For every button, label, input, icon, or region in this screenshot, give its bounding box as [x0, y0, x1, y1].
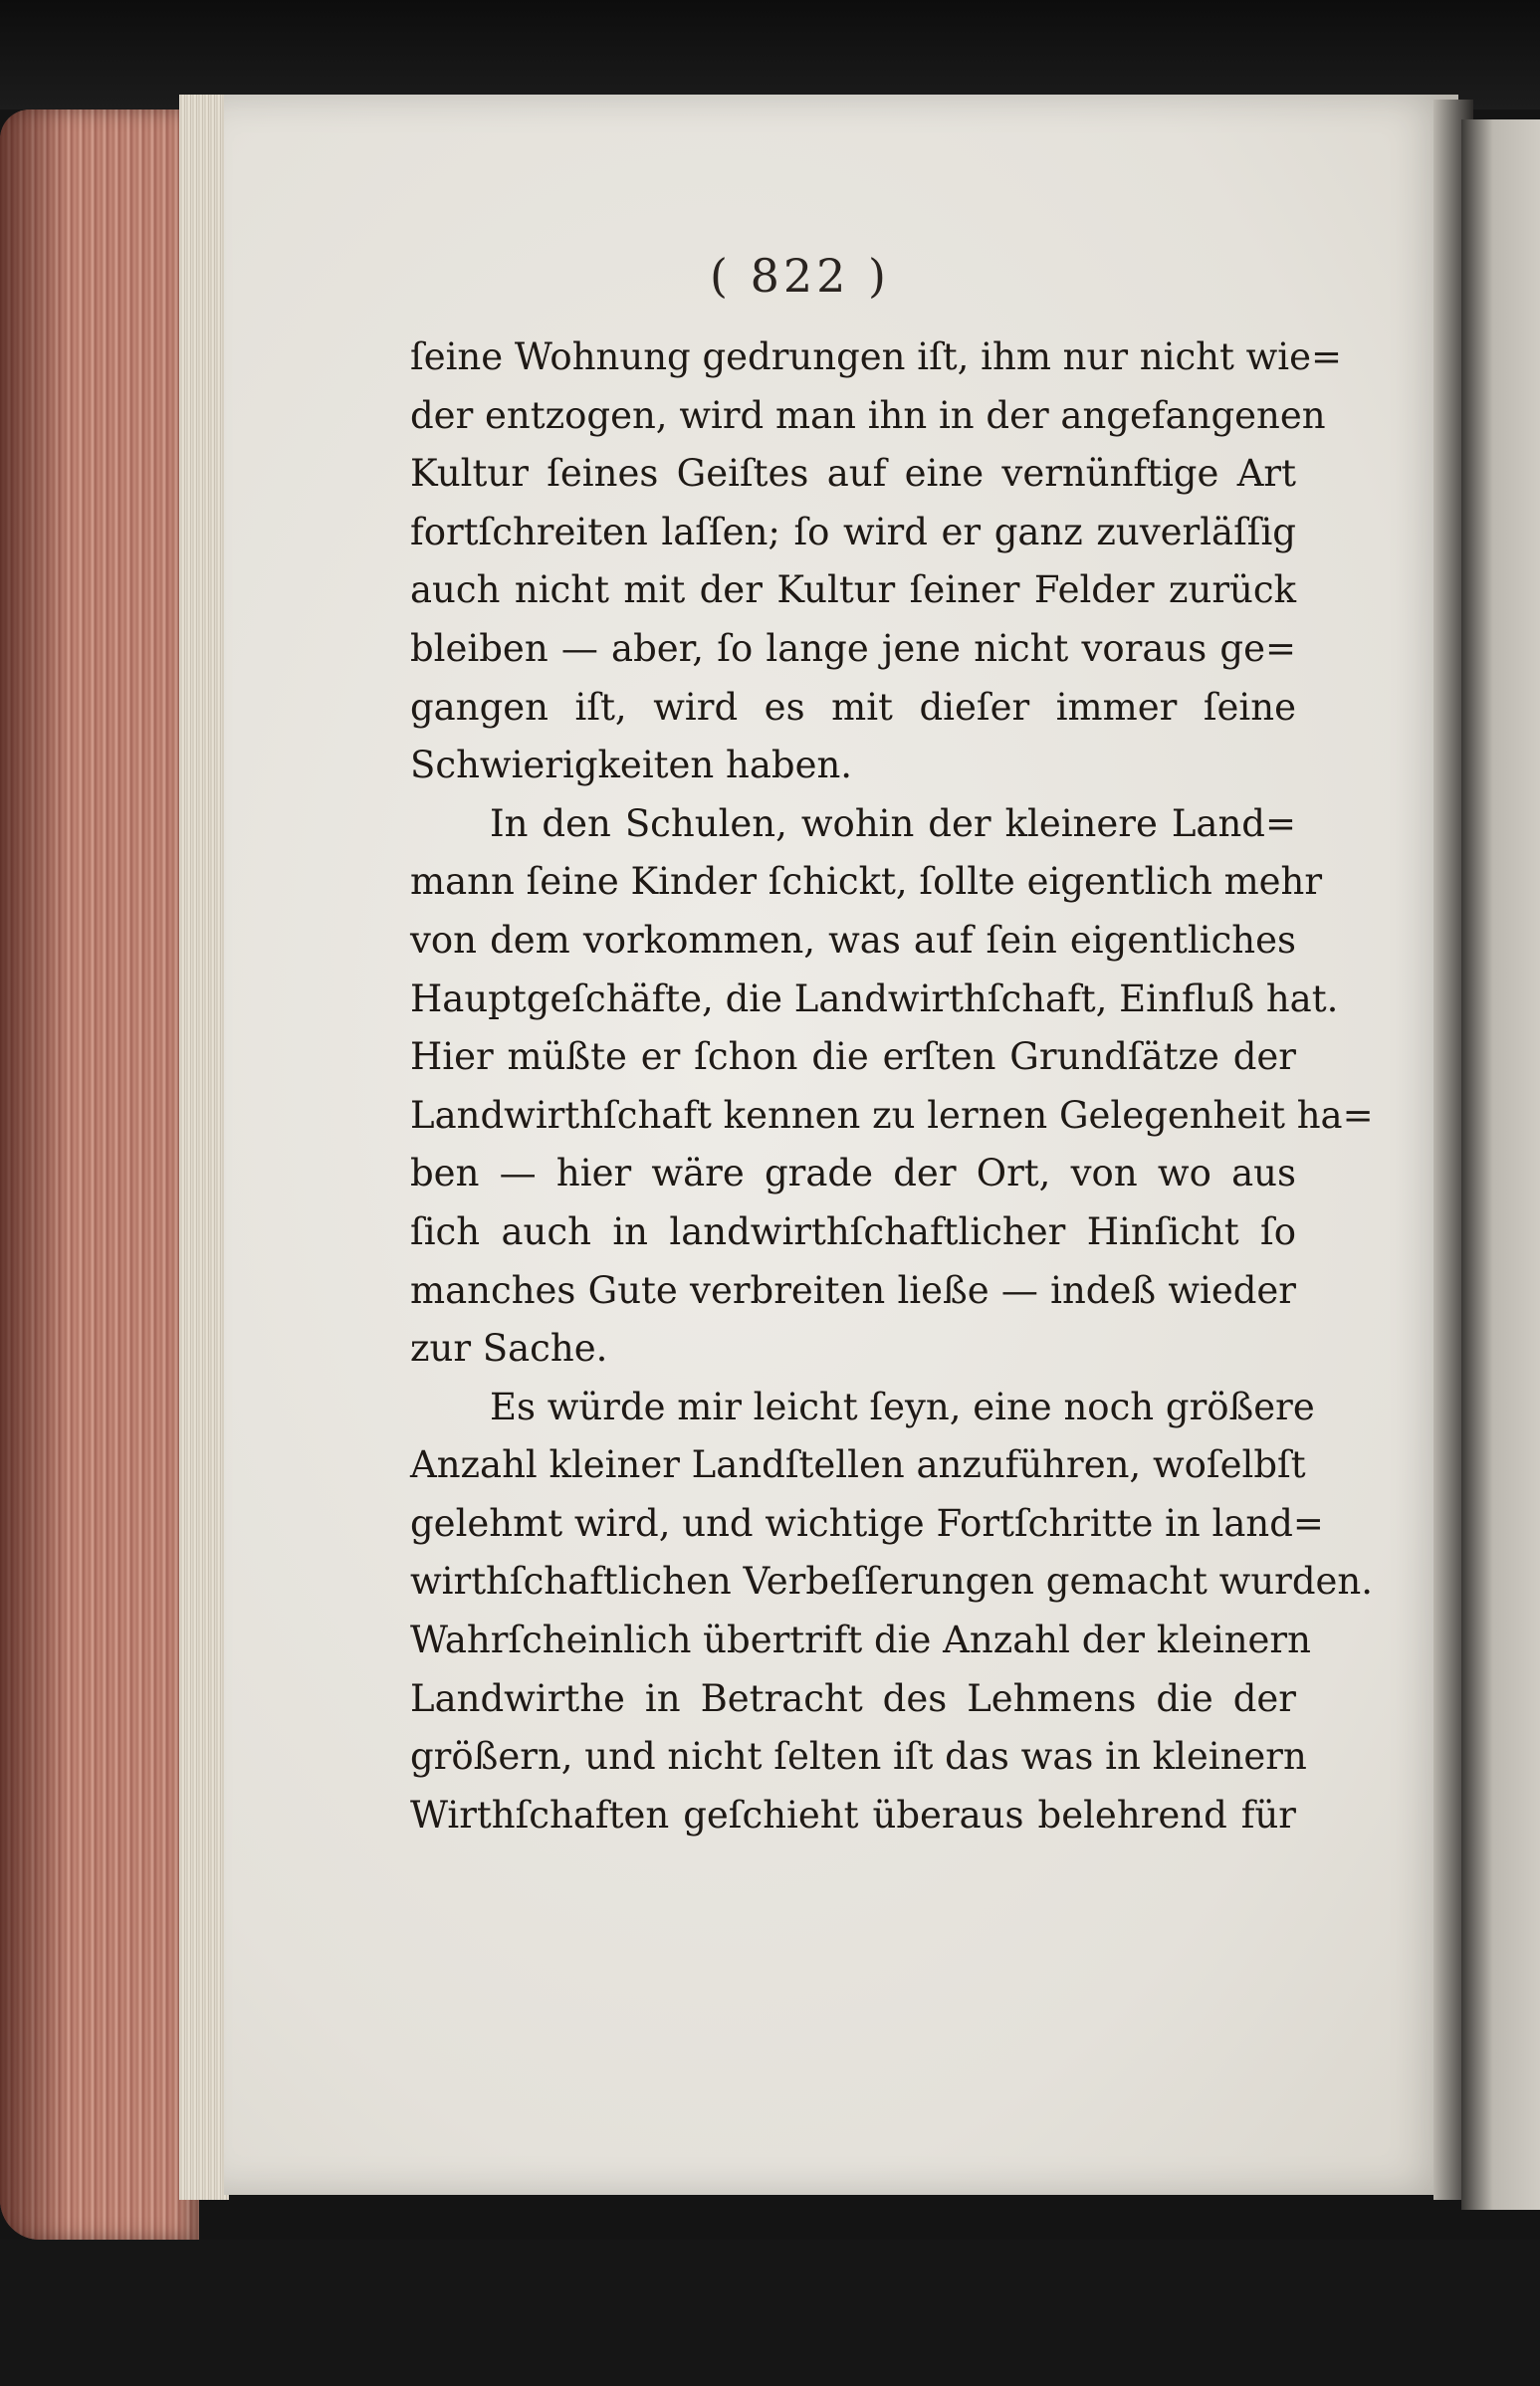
text-line: In den Schulen, wohin der kleinere Land= [490, 801, 1296, 845]
text-line: ſeine Wohnung gedrungen iſt, ihm nur nicht wie= [410, 335, 1343, 378]
text-line: zur Sache. [410, 1327, 608, 1371]
page-edges-shade [0, 109, 70, 2240]
text-line: Es würde mir leicht ſeyn, eine noch größere [490, 1385, 1315, 1428]
text-line: Kultur ſeines Geiſtes auf eine vernünftige Art [410, 452, 1296, 496]
text-line: Wirthſchaften geſchieht überaus belehrend für [410, 1793, 1296, 1837]
text-line: der entzogen, wird man ihn in der angefangenen [410, 393, 1326, 437]
text-line: manches Gute verbreiten ließe — indeß wieder [410, 1268, 1296, 1312]
text-line: von dem vorkommen, was auf ſein eigentliches [410, 918, 1296, 962]
text-line: mann ſeine Kinder ſchickt, ſollte eigentlich mehr [410, 860, 1323, 904]
text-line: Hauptgeſchäfte, die Landwirthſchaft, Einfluß hat. [410, 976, 1339, 1020]
inner-page-edges [179, 95, 229, 2200]
page-number: ( 822 ) [710, 249, 890, 303]
text-line: Wahrſcheinlich übertrift die Anzahl der kleinern [410, 1619, 1311, 1662]
text-line: fortſchreiten laſſen; ſo wird er ganz zuverläſſig [410, 510, 1296, 553]
text-line: Landwirthſchaft kennen zu lernen Gelegenheit ha= [410, 1093, 1374, 1137]
text-line: Schwierigkeiten haben. [410, 744, 853, 787]
text-line: auch nicht mit der Kultur ſeiner Felder zurück [410, 568, 1296, 612]
top-background [0, 0, 1540, 109]
text-line: wirthſchaftlichen Verbeſſerungen gemacht wurden. [410, 1560, 1374, 1604]
text-line: Hier müßte er ſchon die erſten Grundſätze der [410, 1035, 1296, 1079]
text-line: ſich auch in landwirthſchaftlicher Hinſicht ſo [410, 1209, 1296, 1253]
text-line: gangen iſt, wird es mit dieſer immer ſeine [410, 685, 1296, 729]
bottom-background [0, 2240, 1540, 2386]
text-line: Anzahl kleiner Landſtellen anzuführen, woſelbſt [410, 1443, 1306, 1487]
text-line: größern, und nicht ſelten iſt das was in kleinern [410, 1735, 1307, 1779]
body-text [410, 328, 1374, 1844]
text-line: bleiben — aber, ſo lange jene nicht voraus ge= [410, 626, 1296, 670]
text-line: gelehmt wird, und wichtige Fortſchritte in land= [410, 1501, 1324, 1545]
facing-page-edge [1461, 119, 1540, 2210]
text-line: Landwirthe in Betracht des Lehmens die der [410, 1676, 1296, 1720]
text-line: ben — hier wäre grade der Ort, von wo aus [410, 1152, 1296, 1195]
